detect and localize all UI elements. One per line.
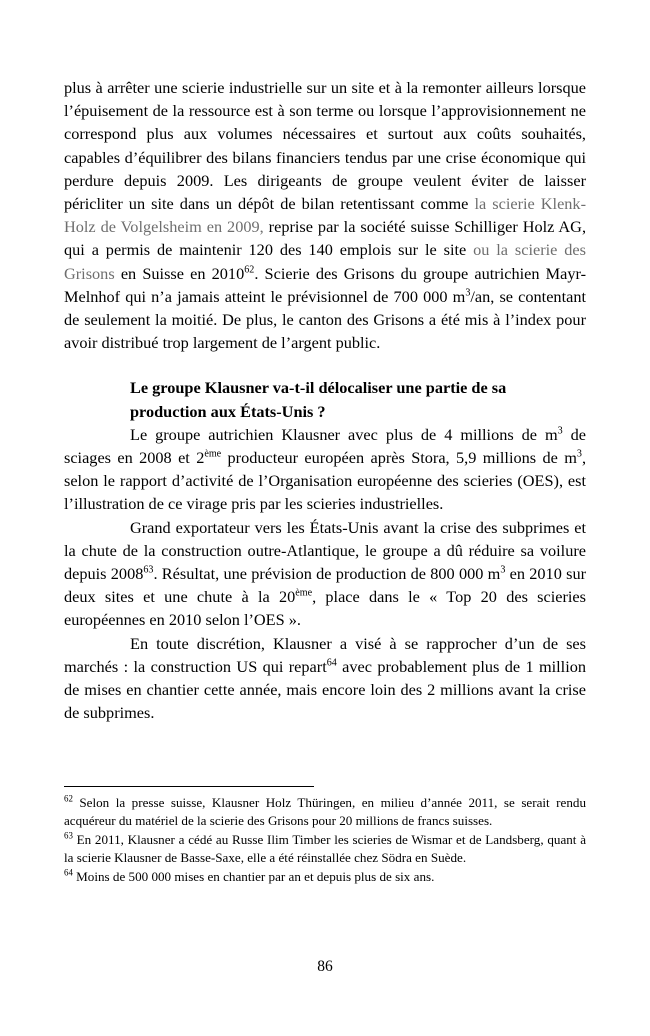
para3-seg-1: Grand exportateur vers les États-Unis avant la crise des subprimes et la chute de la construction outre-Atlantique, le groupe a dû réduire sa voilure depuis 2008 bbox=[64, 517, 586, 584]
section-heading bbox=[130, 376, 586, 422]
para1-seg-gray-klenk: la scierie Klenk-Holz de Volgelsheim en 2009, bbox=[64, 194, 586, 237]
para2-seg-1: Le groupe autrichien Klausner avec plus de 4 millions de m bbox=[130, 424, 558, 444]
superscript-ordinal-2eme: ème bbox=[204, 448, 222, 460]
footnote-62-text: Selon la presse suisse, Klausner Holz Thüringen, en milieu d’année 2011, se serait rendu acquéreur du matériel de la scierie des Grisons pour 20 millions de francs suisses. bbox=[64, 795, 586, 829]
para1-seg-3: reprise par la société suisse Schilliger Holz AG, qui a permis de maintenir 120 des 140 emplois sur le site bbox=[64, 217, 587, 260]
superscript-cubic-4: 3 bbox=[500, 564, 506, 576]
footnote-ref-63[interactable]: 63 bbox=[143, 564, 154, 576]
section-heading-line-2: production aux États-Unis ? bbox=[130, 401, 326, 421]
para3-seg-5: en 2010 sur deux sites et une chute à la 20 bbox=[64, 564, 587, 607]
footnote-64 bbox=[64, 868, 586, 886]
body-paragraph-3 bbox=[64, 516, 586, 632]
para1-seg-gray-grisons: ou la scierie des Grisons bbox=[64, 240, 586, 283]
section-heading-line-1: Le groupe Klausner va-t-il délocaliser une partie de sa bbox=[130, 378, 507, 398]
footnote-62 bbox=[64, 794, 586, 831]
superscript-cubic-2: 3 bbox=[557, 425, 563, 437]
footnote-63 bbox=[64, 831, 586, 868]
body-paragraph-4 bbox=[64, 632, 586, 725]
para2-seg-3: de sciages en 2008 et 2 bbox=[64, 424, 587, 468]
superscript-ordinal-20eme: ème bbox=[295, 587, 313, 599]
para1-seg-7: . Scierie des Grisons du groupe autrichien Mayr-Melnhof qui n’a jamais atteint le prévisionnel de 700 000 m bbox=[64, 263, 586, 306]
para3-seg-7: , place dans le « Top 20 des scieries européennes en 2010 selon l’OES ». bbox=[64, 587, 586, 630]
footnotes-area bbox=[64, 786, 586, 886]
para1-seg-1: plus à arrêter une scierie industrielle sur un site et à la remonter ailleurs lorsque l’épuisement de la ressource est à son terme ou lorsque l’approvisionnement ne correspond plus aux volumes nécessaires et surtout aux coûts souhaités, capables d’équilibrer des bilans financiers tendus par une crise économique qui perdure depuis 2009. Les dirigeants de groupe veulent éviter de laisser péricliter un site dans un dépôt de bilan retentissant comme bbox=[64, 78, 586, 214]
footnote-ref-64[interactable]: 64 bbox=[326, 657, 337, 669]
para1-seg-5: en Suisse en 2010 bbox=[114, 263, 245, 283]
para1-seg-9: /an, se contentant de seulement la moitié. De plus, le canton des Grisons a été mis à l’index pour avoir distribué trop largement de l’argent public. bbox=[64, 286, 586, 353]
para2-seg-5: producteur européen après Stora, 5,9 millions de m bbox=[221, 448, 577, 468]
page-number: 86 bbox=[317, 958, 333, 975]
footnote-ref-62[interactable]: 62 bbox=[244, 264, 255, 276]
body-paragraph-1 bbox=[64, 76, 586, 354]
footnote-64-text: Moins de 500 000 mises en chantier par an et depuis plus de six ans. bbox=[72, 868, 435, 884]
para4-seg-1: En toute discrétion, Klausner a visé à se rapprocher d’un de ses marchés : la construction US qui repart bbox=[64, 633, 586, 676]
para4-seg-3: avec probablement plus de 1 million de mises en chantier cette année, mais encore loin des 2 millions avant la crise de subprimes. bbox=[64, 656, 586, 723]
superscript-cubic-1: 3 bbox=[465, 287, 471, 299]
para3-seg-3: . Résultat, une prévision de production de 800 000 m bbox=[153, 564, 501, 584]
footnote-marker-63: 63 bbox=[64, 830, 73, 841]
footnote-63-text: En 2011, Klausner a cédé au Russe Ilim Timber les scieries de Wismar et de Landsberg, quant à la scierie Klausner de Basse-Saxe, elle a été réinstallée chez Södra en Suède. bbox=[64, 831, 586, 866]
superscript-cubic-3: 3 bbox=[576, 448, 582, 460]
body-paragraph-2 bbox=[64, 423, 586, 516]
footnote-marker-64: 64 bbox=[64, 867, 73, 878]
page-content bbox=[64, 76, 586, 724]
footnote-separator-rule bbox=[64, 786, 314, 787]
footnote-marker-62: 62 bbox=[64, 793, 73, 804]
para2-seg-7: , selon le rapport d’activité de l’Organisation européenne des scieries (OES), est l’illustration de ce virage pris par les scieries industrielles. bbox=[64, 448, 587, 514]
